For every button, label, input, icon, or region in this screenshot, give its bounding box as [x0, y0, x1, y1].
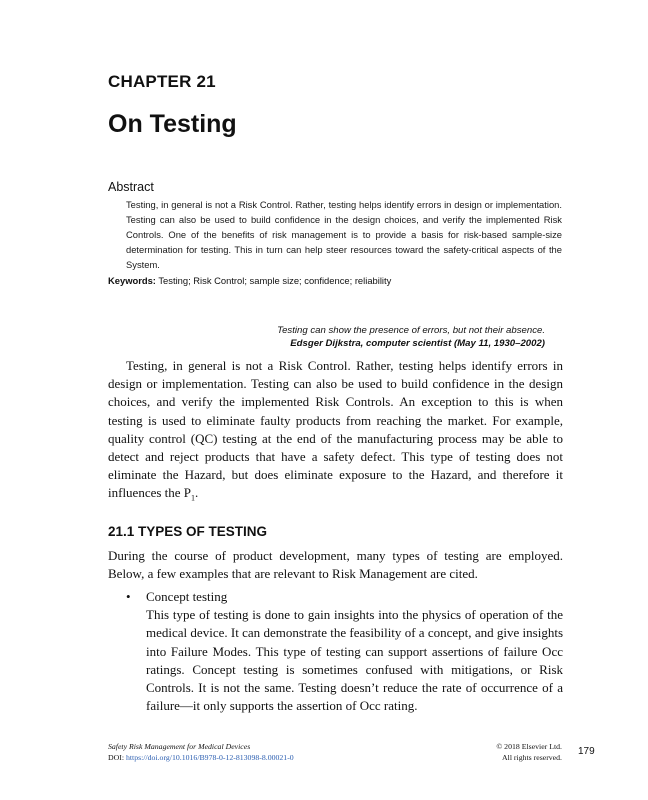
- doi-link[interactable]: https://doi.org/10.1016/B978-0-12-813098-8.00021-0: [125, 753, 294, 762]
- page-number: 179: [578, 746, 595, 757]
- section-heading: 21.1 TYPES OF TESTING: [108, 524, 268, 539]
- bullet-icon: •: [126, 589, 131, 604]
- abstract-body: Testing, in general is not a Risk Control. Rather, testing helps identify errors in design or implementation. Testing can also be used to build confidence in the design choices, and verify the implemented Risk Controls. One of the benefits of risk management is to provide a basis for risk-based sample-size determination for testing. This in turn can help steer resources toward the safety-critical aspects of the System.: [126, 199, 562, 270]
- abstract-heading: Abstract: [108, 180, 154, 194]
- chapter-label: CHAPTER 21: [108, 72, 216, 91]
- bullet-title: Concept testing: [146, 589, 228, 604]
- epigraph-quote: Testing can show the presence of errors, but not their absence.: [277, 325, 545, 336]
- bullet-list: [108, 588, 563, 715]
- footer-copyright: © 2018 Elsevier Ltd.: [496, 742, 562, 751]
- footer-doi-label: DOI:: [108, 753, 125, 762]
- epigraph: [200, 324, 545, 350]
- intro-text: Testing, in general is not a Risk Control. Rather, testing helps identify errors in design or implementation. Testing can also be used to build confidence in the design choices, and verify the implemented Risk Controls. An exception to this is when testing is used to eliminate faulty products from reaching the market. For example, quality control (QC) testing at the end of the manufacturing process may be able to detect and reject products that have a safety defect. This type of testing does not eliminate the Hazard, but does eliminate exposure to the Hazard, and therefore it influences the P: [108, 358, 563, 501]
- keywords-label: Keywords:: [108, 275, 156, 286]
- intro-paragraph: [108, 357, 563, 508]
- keywords-text: Testing; Risk Control; sample size; confidence; reliability: [158, 275, 392, 286]
- footer-rights: [470, 741, 562, 763]
- chapter-title: On Testing: [108, 110, 237, 138]
- section-intro: During the course of product development, many types of testing are employed. Below, a few examples that are relevant to Risk Management are cited.: [108, 548, 563, 582]
- footer-doi: [108, 752, 294, 763]
- footer-citation: [108, 741, 294, 763]
- intro-end: .: [195, 485, 199, 501]
- footer-rights-text: All rights reserved.: [502, 753, 562, 762]
- list-item: [108, 588, 563, 715]
- epigraph-attribution: Edsger Dijkstra, computer scientist (May 11, 1930–2002): [290, 338, 545, 349]
- footer-book-title: Safety Risk Management for Medical Devices: [108, 742, 251, 751]
- bullet-body: This type of testing is done to gain insights into the physics of operation of the medical device. It can demonstrate the feasibility of a concept, and give insights into Failure Modes. This type of testing can support assertions of failure Occ ratings. Concept testing is sometimes confused with mitigations, or Risk Controls. It is not the same. Testing doesn’t reduce the rate of occurrence of a failure—it only supports the assertion of Occ rating.: [146, 607, 563, 714]
- intro-subscript: 1: [191, 494, 196, 504]
- keywords: [108, 275, 568, 286]
